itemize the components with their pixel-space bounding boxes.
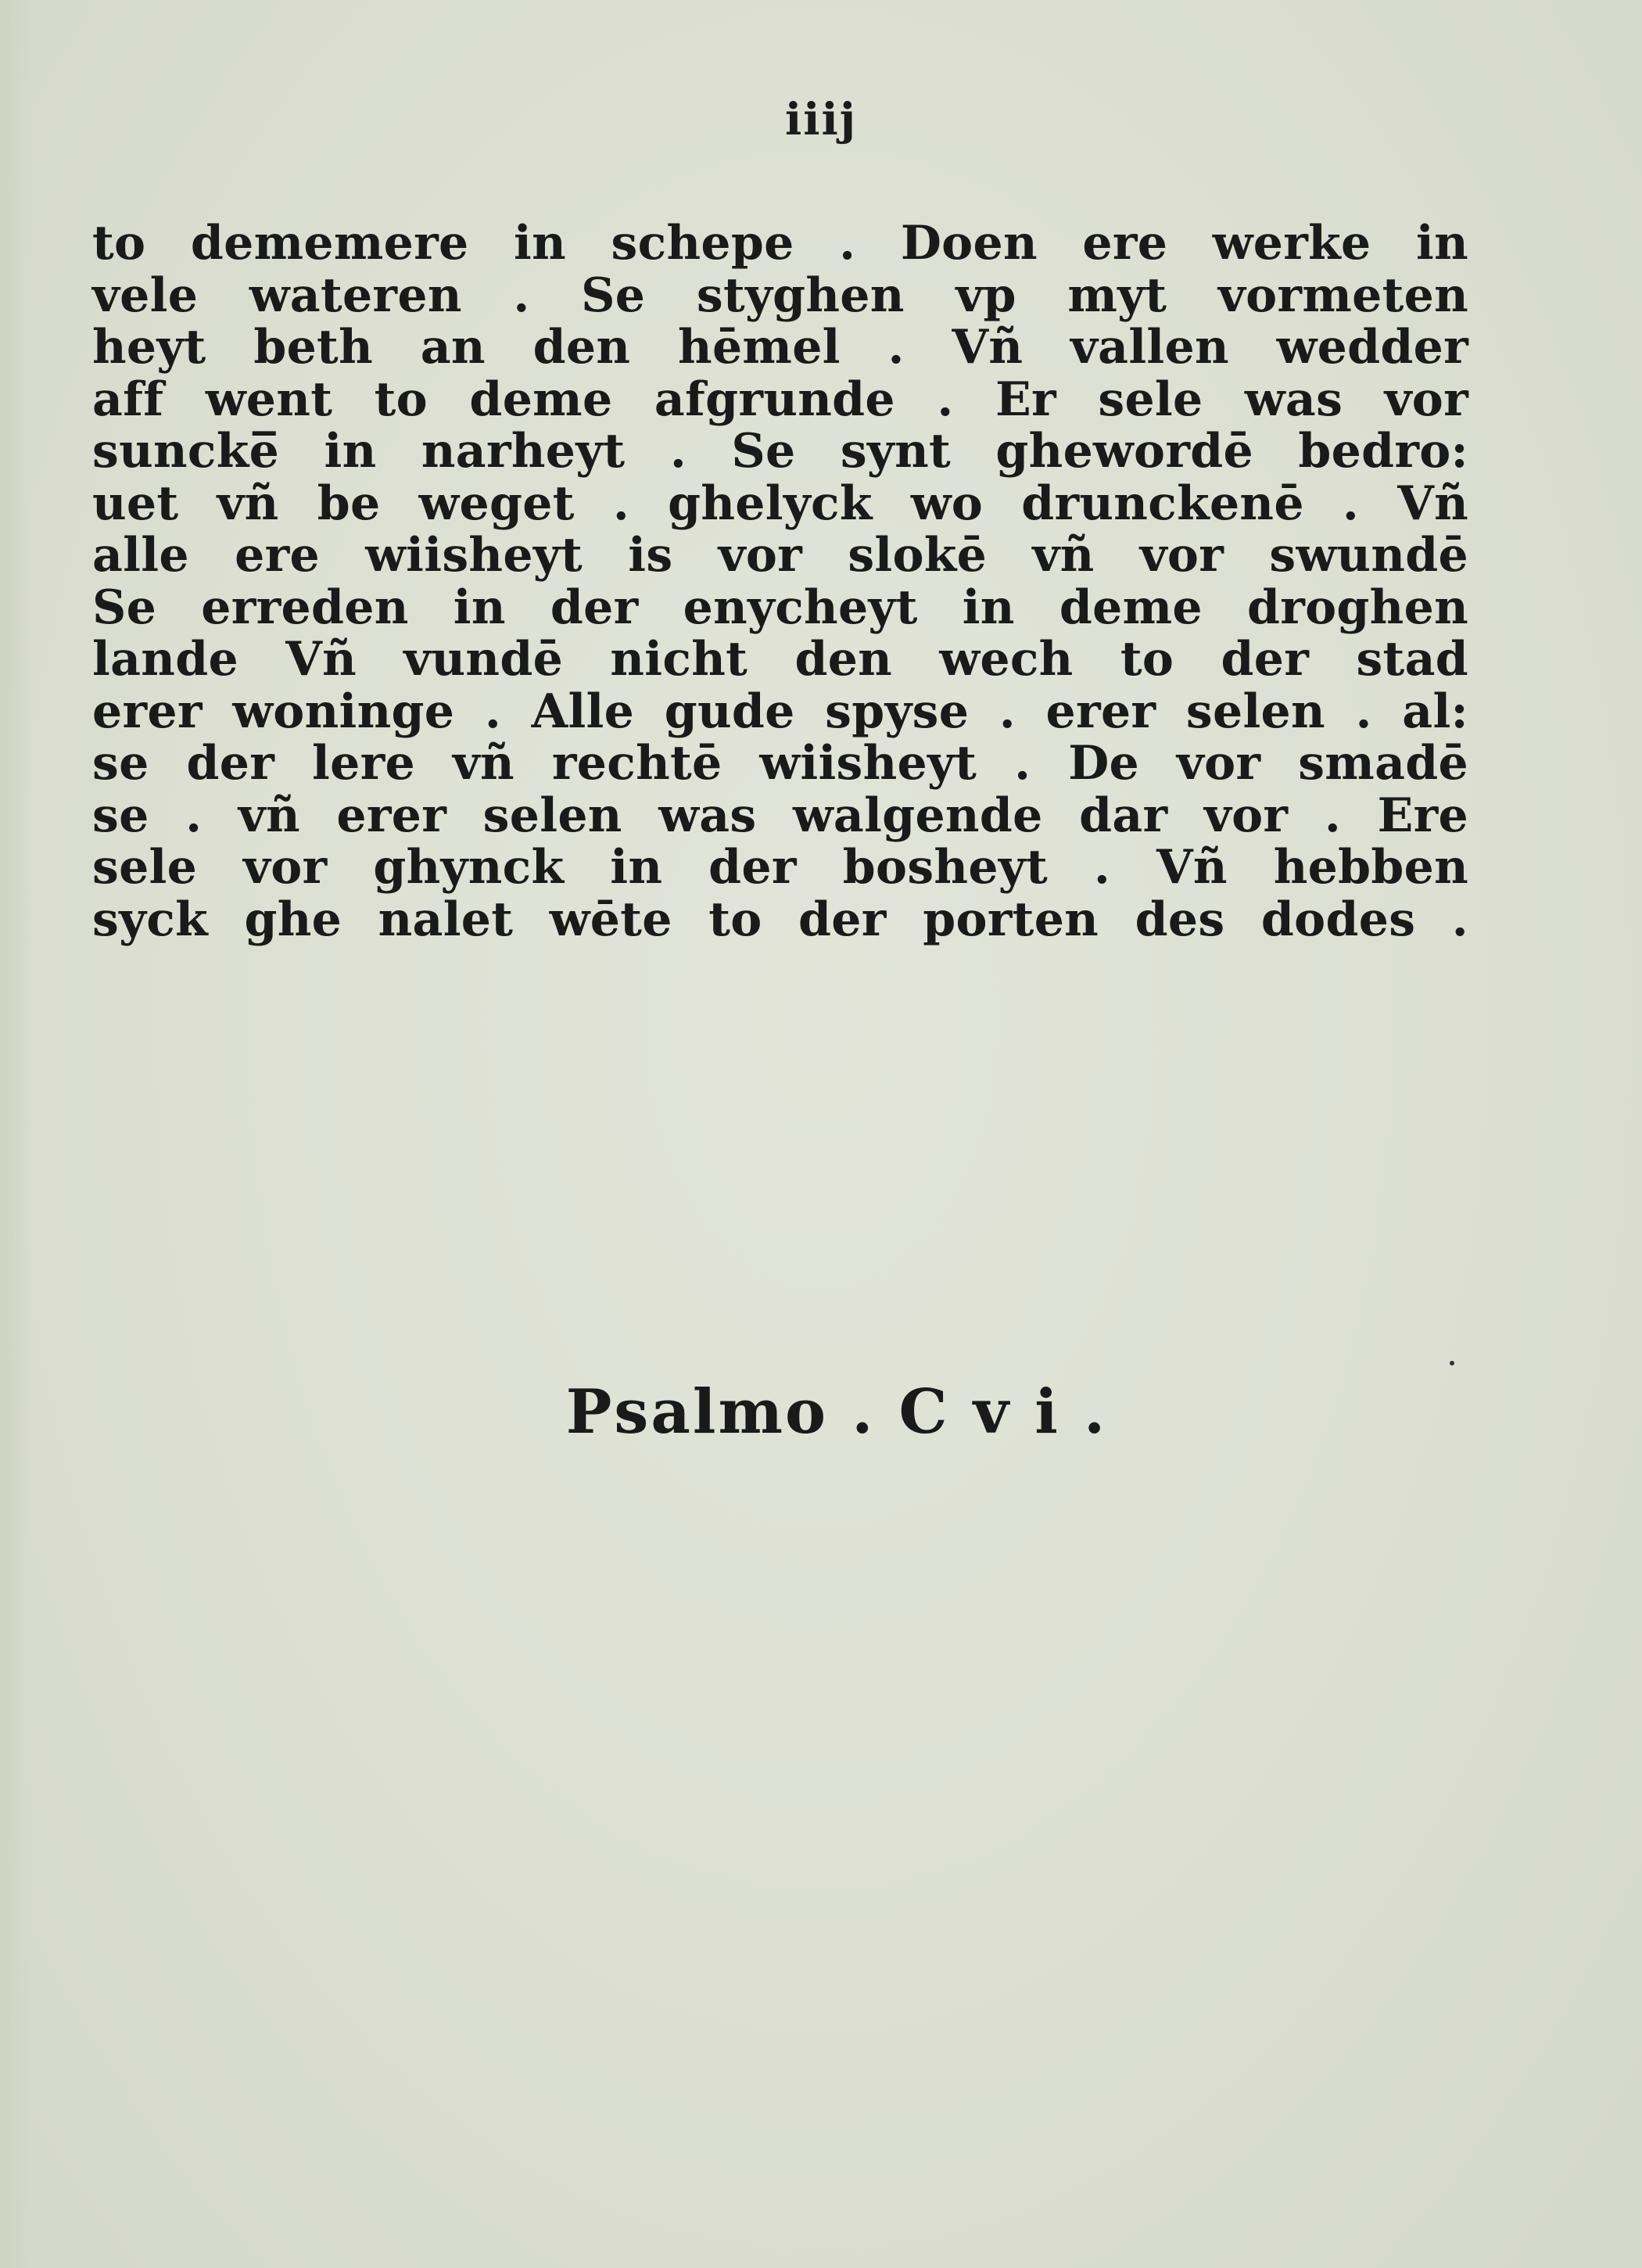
psalm-heading: Psalmo . C v i . bbox=[565, 1376, 1108, 1448]
text-line: to dememere in schepe . Doen ere werke in bbox=[92, 216, 1468, 271]
text-line: vele wateren . Se styghen vp myt vormeten bbox=[92, 267, 1468, 323]
page-edge-shadow bbox=[0, 0, 31, 2268]
text-line: syck ghe nalet wēte to der porten des dodes . bbox=[92, 892, 1468, 947]
text-line: Se erreden in der enycheyt in deme droghen bbox=[92, 580, 1468, 635]
text-line: alle ere wiisheyt is vor slokē vñ vor swundē bbox=[92, 528, 1468, 583]
text-line: heyt beth an den hēmel . Vñ vallen wedder bbox=[92, 320, 1468, 375]
ink-speck bbox=[1450, 1361, 1454, 1365]
text-line: se der lere vñ rechtē wiisheyt . De vor smadē bbox=[92, 736, 1468, 791]
text-line: aff went to deme afgrunde . Er sele was vor bbox=[92, 371, 1468, 427]
text-line: sele vor ghynck in der bosheyt . Vñ hebben bbox=[92, 840, 1468, 895]
text-line: erer woninge . Alle gude spyse . erer selen . al: bbox=[92, 684, 1468, 739]
text-line: se . vñ erer selen was walgende dar vor . Ere bbox=[92, 788, 1468, 843]
folio-number: iiij bbox=[784, 94, 858, 145]
text-block bbox=[92, 217, 1468, 946]
text-line: lande Vñ vundē nicht den wech to der stad bbox=[92, 632, 1468, 687]
text-line: uet vñ be weget . ghelyck wo drunckenē . Vñ bbox=[92, 475, 1468, 531]
text-line: suncke̅ in narheyt . Se synt ghewordē bedro: bbox=[92, 424, 1468, 479]
